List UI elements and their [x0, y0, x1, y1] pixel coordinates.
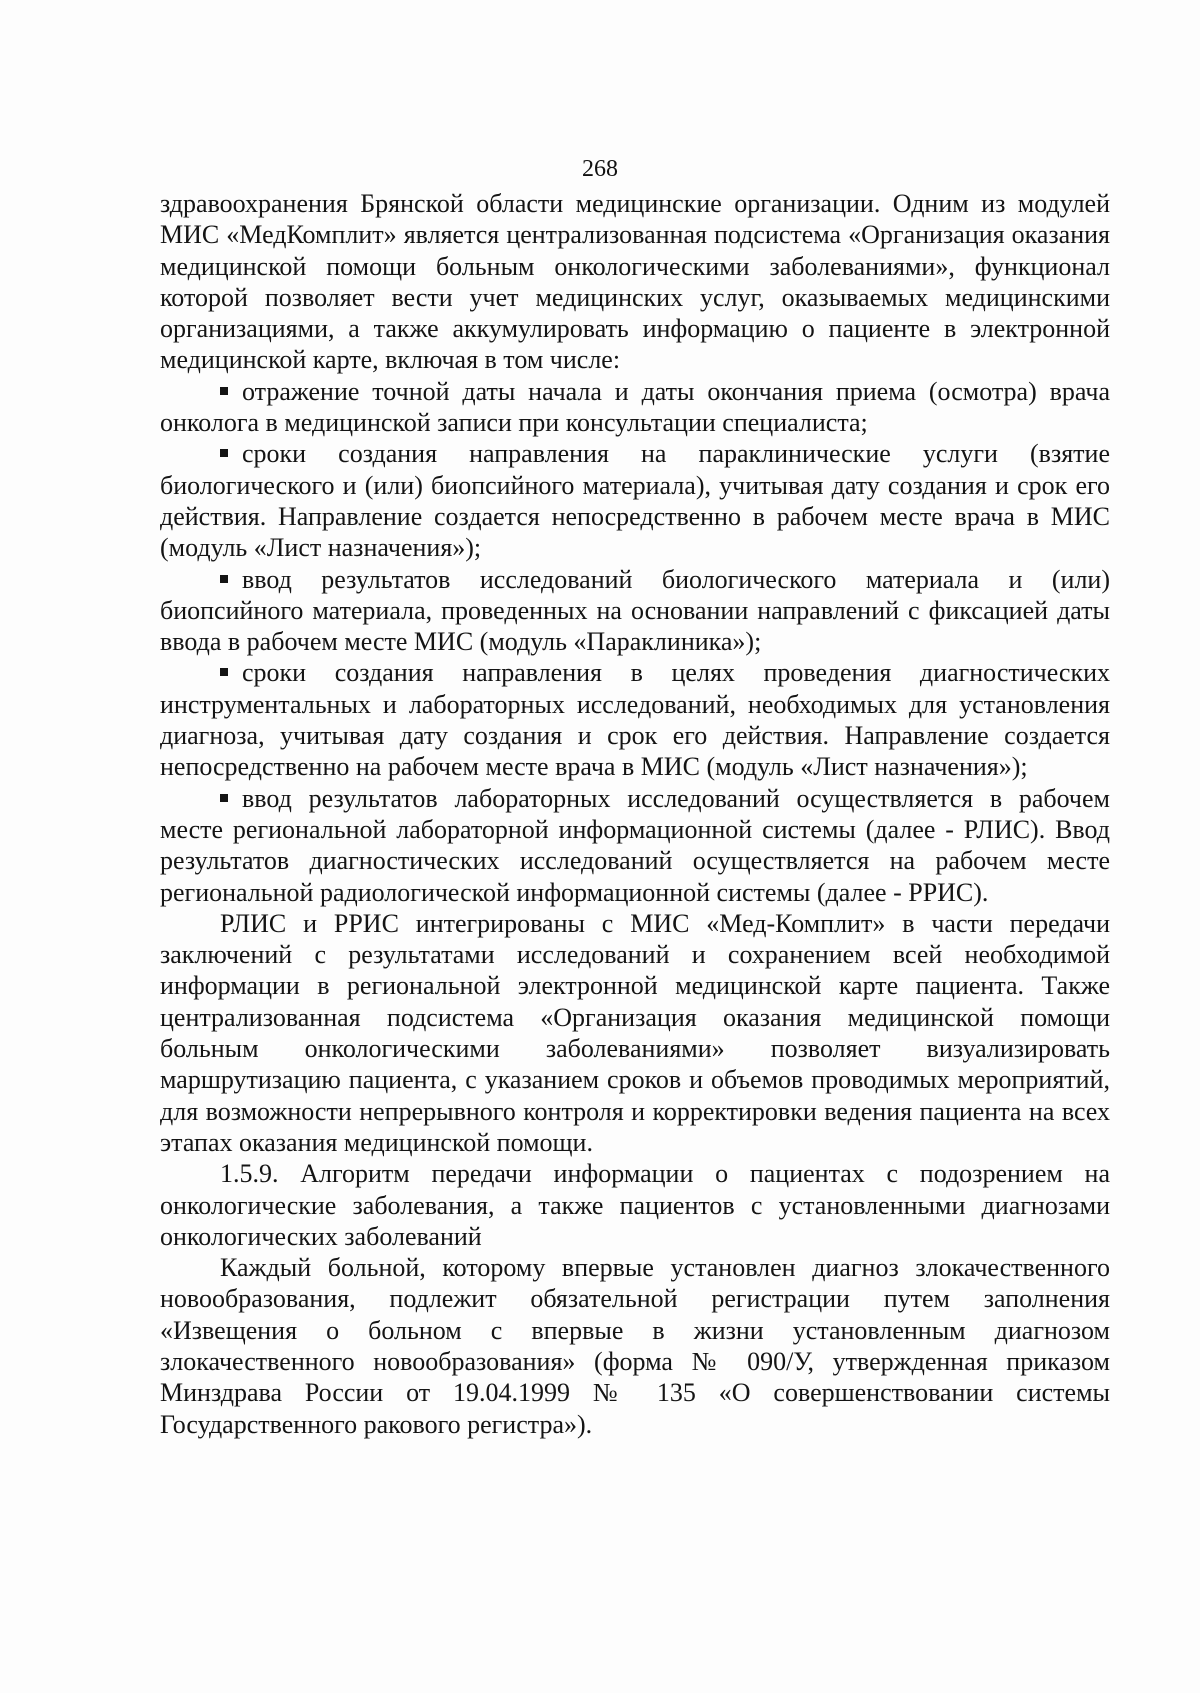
bullet-item — [160, 657, 1110, 782]
bullet-item — [160, 783, 1110, 908]
page-number: 268 — [582, 156, 618, 182]
bullet-text: сроки создания направления на параклинические услуги (взятие биологического и (или) биопсийного материала), учитывая дату создания и срок его действия. Направление создается непосредственно в рабочем месте врача в МИС (модуль «Лист назначения»); — [160, 439, 1110, 563]
bullet-item — [160, 564, 1110, 658]
bullet-text: ввод результатов исследований биологического материала и (или) биопсийного материала, проведенных на основании направлений с фиксацией даты ввода в рабочем месте МИС (модуль «Параклиника»); — [160, 564, 1110, 657]
bullet-text: отражение точной даты начала и даты окончания приема (осмотра) врача онколога в медицинской записи при консультации специалиста; — [160, 376, 1110, 438]
paragraph-intro: здравоохранения Брянской области медицинские организации. Одним из модулей МИС «МедКомплит» является централизованная подсистема «Организация оказания медицинской помощи больным онкологическими заболеваниями», функционал которой позволяет вести учет медицинских услуг, оказываемых медицинскими организациями, а также аккумулировать информацию о пациенте в электронной медицинской карте, включая в том числе: — [160, 189, 1110, 375]
bullet-square-icon — [220, 387, 228, 395]
bullet-square-icon — [220, 449, 228, 457]
bullet-item — [160, 438, 1110, 563]
bullet-square-icon — [220, 794, 228, 802]
bullet-square-icon — [220, 668, 228, 676]
bullet-item — [160, 376, 1110, 439]
paragraph-integration: РЛИС и РРИС интегрированы с МИС «Мед-Комплит» в части передачи заключений с результатами исследований и сохранением всей необходимой информации в региональной электронной медицинской карте пациента. Также централизованная подсистема «Организация оказания медицинской помощи больным онкологическими заболеваниями» позволяет визуализировать маршрутизацию пациента, с указанием сроков и объемов проводимых мероприятий, для возможности непрерывного контроля и корректировки ведения пациента на всех этапах оказания медицинской помощи. — [160, 908, 1110, 1157]
paragraph-registration: Каждый больной, которому впервые установлен диагноз злокачественного новообразования, подлежит обязательной регистрации путем заполнения «Извещения о больном с впервые в жизни установленным диагнозом злокачественного новообразования» (форма № 090/У, утвержденная приказом Минздрава России от 19.04.1999 № 135 «О совершенствовании системы Государственного ракового регистра»). — [160, 1253, 1110, 1439]
document-body — [160, 188, 1110, 1440]
bullet-text: ввод результатов лабораторных исследований осуществляется в рабочем месте региональной лабораторной информационной системы (далее - РЛИС). Ввод результатов диагностических исследований осуществляется на рабочем месте региональной радиологической информационной системы (далее - РРИС). — [160, 783, 1110, 907]
section-heading: 1.5.9. Алгоритм передачи информации о пациентах с подозрением на онкологические заболевания, а также пациентов с установленными диагнозами онкологических заболеваний — [160, 1159, 1110, 1251]
bullet-square-icon — [220, 575, 228, 583]
bullet-text: сроки создания направления в целях проведения диагностических инструментальных и лабораторных исследований, необходимых для установления диагноза, учитывая дату создания и срок его действия. Направление создается непосредственно на рабочем месте врача в МИС (модуль «Лист назначения»); — [160, 658, 1110, 782]
